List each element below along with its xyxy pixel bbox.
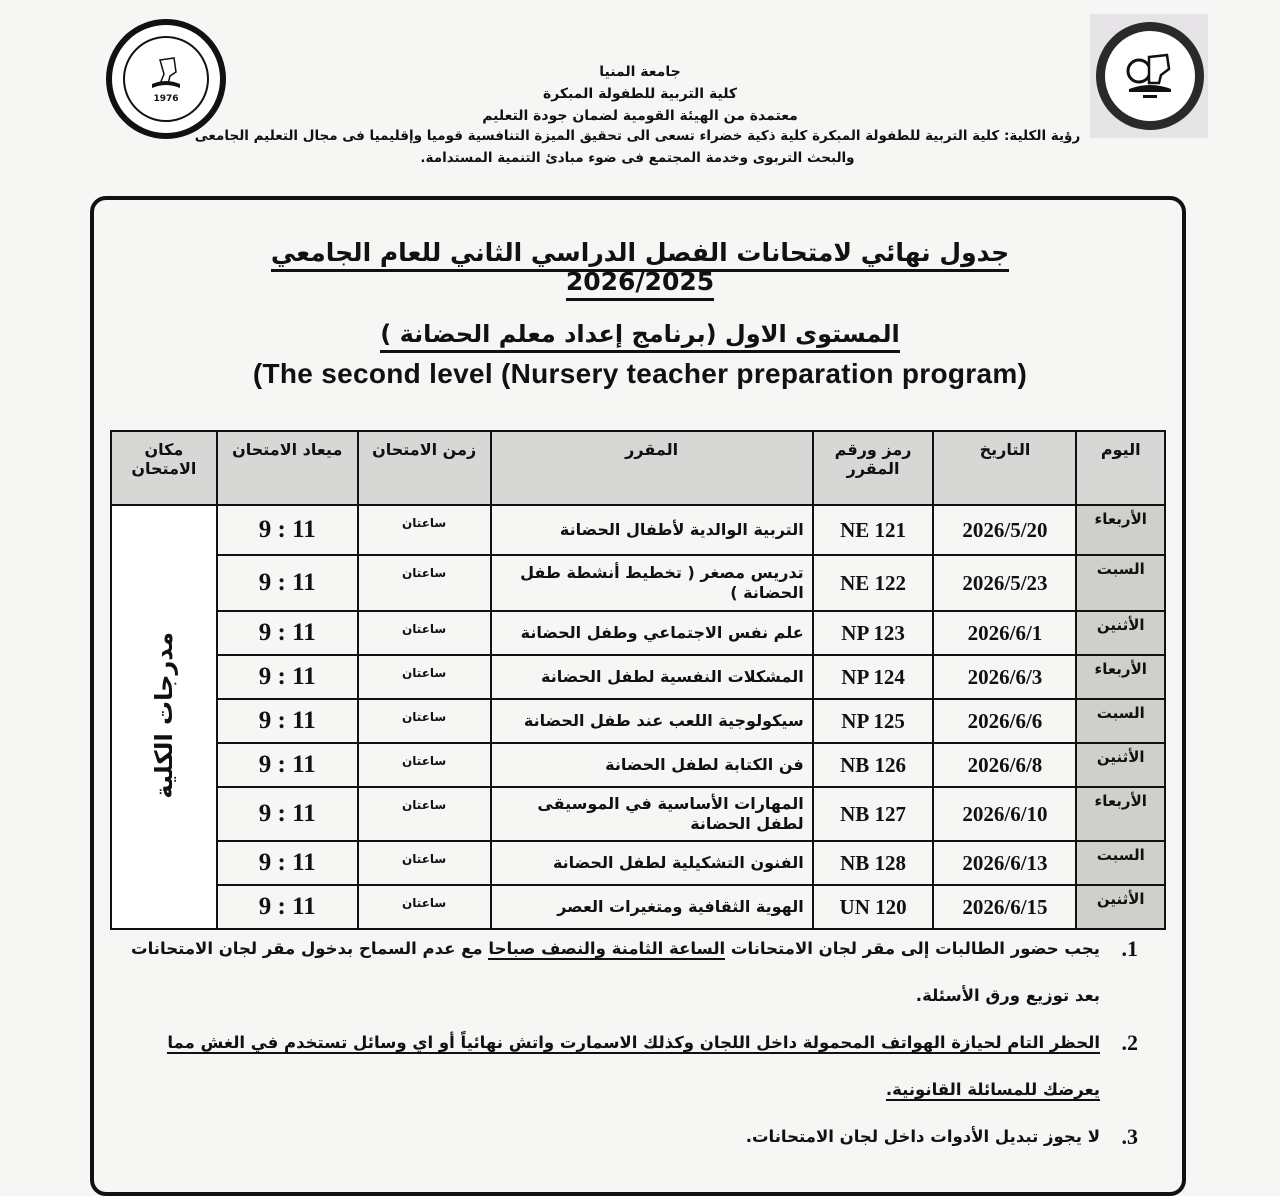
- table-row: [111, 841, 1165, 885]
- duration-cell: ساعتان: [358, 655, 491, 699]
- course-name-cell: سيكولوجية اللعب عند طفل الحضانة: [491, 699, 813, 743]
- program-subtitle-english: (The second level (Nursery teacher preparation program): [252, 358, 1028, 389]
- duration-cell: ساعتان: [358, 787, 491, 841]
- day-cell: الأثنين: [1076, 743, 1165, 787]
- time-cell: 9 : 11: [217, 743, 358, 787]
- date-cell: 2026/5/23: [933, 555, 1076, 611]
- faculty-logo-icon: [1121, 51, 1179, 101]
- note-item: [108, 1019, 1138, 1113]
- date-cell: 2026/6/8: [933, 743, 1076, 787]
- table-row: [111, 611, 1165, 655]
- exam-schedule-table: [110, 430, 1166, 930]
- time-cell: 9 : 11: [217, 611, 358, 655]
- header-time: ميعاد الامتحان: [217, 431, 358, 505]
- time-cell: 9 : 11: [217, 885, 358, 929]
- duration-cell: ساعتان: [358, 555, 491, 611]
- course-name-cell: المشكلات النفسية لطفل الحضانة: [491, 655, 813, 699]
- date-cell: 2026/6/10: [933, 787, 1076, 841]
- course-code-cell: NB 128: [813, 841, 934, 885]
- table-row: [111, 787, 1165, 841]
- accreditation-text: معتمدة من الهيئة القومية لضمان جودة التعليم: [482, 108, 798, 124]
- course-code-cell: NB 127: [813, 787, 934, 841]
- course-code-cell: NP 125: [813, 699, 934, 743]
- course-name-cell: الفنون التشكيلية لطفل الحضانة: [491, 841, 813, 885]
- exam-place-text: مدرجات الكلية: [149, 631, 178, 799]
- course-code-cell: NB 126: [813, 743, 934, 787]
- date-cell: 2026/5/20: [933, 505, 1076, 555]
- note-text-before: يجب حضور الطالبات إلى مقر لجان الامتحانات: [725, 939, 1100, 958]
- time-cell: 9 : 11: [217, 505, 358, 555]
- date-cell: 2026/6/13: [933, 841, 1076, 885]
- document-title: جدول نهائي لامتحانات الفصل الدراسي الثاني للعام الجامعي 2026/2025: [200, 238, 1080, 296]
- duration-cell: ساعتان: [358, 699, 491, 743]
- header-duration: زمن الامتحان: [358, 431, 491, 505]
- course-code-cell: NE 121: [813, 505, 934, 555]
- day-cell: السبت: [1076, 699, 1165, 743]
- date-cell: 2026/6/3: [933, 655, 1076, 699]
- course-code-cell: NE 122: [813, 555, 934, 611]
- faculty-logo: [1096, 22, 1204, 130]
- university-logo: [106, 19, 226, 139]
- exam-notes: [108, 925, 1138, 1160]
- duration-cell: ساعتان: [358, 743, 491, 787]
- header-place: مكان الامتحان: [111, 431, 217, 505]
- program-subtitle-arabic: المستوى الاول (برنامج إعداد معلم الحضانة ): [200, 320, 1080, 348]
- note-text-underlined: الساعة الثامنة والنصف صباحا: [488, 939, 726, 958]
- table-row: [111, 505, 1165, 555]
- table-header-row: [111, 431, 1165, 505]
- day-cell: السبت: [1076, 555, 1165, 611]
- note-text-underlined: الحظر التام لحيازة الهواتف المحمولة داخل اللجان وكذلك الاسمارت واتش نهائياً أو اي وسائل تستخدم في الغش مما يعرضك للمسائلة القانونية.: [167, 1033, 1100, 1099]
- date-cell: 2026/6/15: [933, 885, 1076, 929]
- day-cell: الأربعاء: [1076, 787, 1165, 841]
- table-row: [111, 885, 1165, 929]
- table-row: [111, 743, 1165, 787]
- faculty-name: كلية التربية للطفولة المبكرة: [542, 86, 738, 102]
- header-day: اليوم: [1076, 431, 1165, 505]
- duration-cell: ساعتان: [358, 611, 491, 655]
- faculty-vision: رؤية الكلية: كلية التربية للطفولة المبكرة كلية ذكية خضراء تسعى الى تحقيق الميزة التنافسية قوميا وإقليميا فى مجال التعليم الجامعى والبحث التربوى وخدمة المجتمع فى ضوء مبادئ التنمية المستدامة.: [194, 128, 1081, 166]
- header-date: التاريخ: [933, 431, 1076, 505]
- note-item: [108, 1113, 1138, 1160]
- time-cell: 9 : 11: [217, 787, 358, 841]
- header-course-code: رمز ورقم المقرر: [813, 431, 934, 505]
- day-cell: الأربعاء: [1076, 655, 1165, 699]
- note-number: 2.: [1121, 1030, 1138, 1055]
- table-row: [111, 555, 1165, 611]
- minia-university-logo-icon: 1976: [123, 36, 209, 122]
- note-item: [108, 925, 1138, 1019]
- course-name-cell: تدريس مصغر ( تخطيط أنشطة طفل الحضانة ): [491, 555, 813, 611]
- time-cell: 9 : 11: [217, 699, 358, 743]
- course-name-cell: المهارات الأساسية في الموسيقى لطفل الحضانة: [491, 787, 813, 841]
- day-cell: الأربعاء: [1076, 505, 1165, 555]
- course-name-cell: التربية الوالدية لأطفال الحضانة: [491, 505, 813, 555]
- course-name-cell: الهوية الثقافية ومتغيرات العصر: [491, 885, 813, 929]
- table-row: [111, 655, 1165, 699]
- header-course: المقرر: [491, 431, 813, 505]
- note-number: 3.: [1121, 1124, 1138, 1149]
- time-cell: 9 : 11: [217, 841, 358, 885]
- note-number: 1.: [1121, 936, 1138, 961]
- day-cell: الأثنين: [1076, 611, 1165, 655]
- day-cell: السبت: [1076, 841, 1165, 885]
- duration-cell: ساعتان: [358, 885, 491, 929]
- university-name: جامعة المنيا: [599, 64, 681, 80]
- time-cell: 9 : 11: [217, 555, 358, 611]
- time-cell: 9 : 11: [217, 655, 358, 699]
- note-text-after: مع عدم السماح بدخول مقر لجان الامتحانات بعد توزيع ورق الأسئلة.: [131, 939, 1100, 1005]
- date-cell: 2026/6/1: [933, 611, 1076, 655]
- note-text-before: لا يجوز تبديل الأدوات داخل لجان الامتحانات.: [745, 1127, 1100, 1146]
- course-name-cell: علم نفس الاجتماعي وطفل الحضانة: [491, 611, 813, 655]
- duration-cell: ساعتان: [358, 841, 491, 885]
- exam-place-cell: [111, 505, 217, 929]
- course-code-cell: NP 124: [813, 655, 934, 699]
- date-cell: 2026/6/6: [933, 699, 1076, 743]
- course-code-cell: UN 120: [813, 885, 934, 929]
- day-cell: الأثنين: [1076, 885, 1165, 929]
- duration-cell: ساعتان: [358, 505, 491, 555]
- table-row: [111, 699, 1165, 743]
- course-name-cell: فن الكتابة لطفل الحضانة: [491, 743, 813, 787]
- course-code-cell: NP 123: [813, 611, 934, 655]
